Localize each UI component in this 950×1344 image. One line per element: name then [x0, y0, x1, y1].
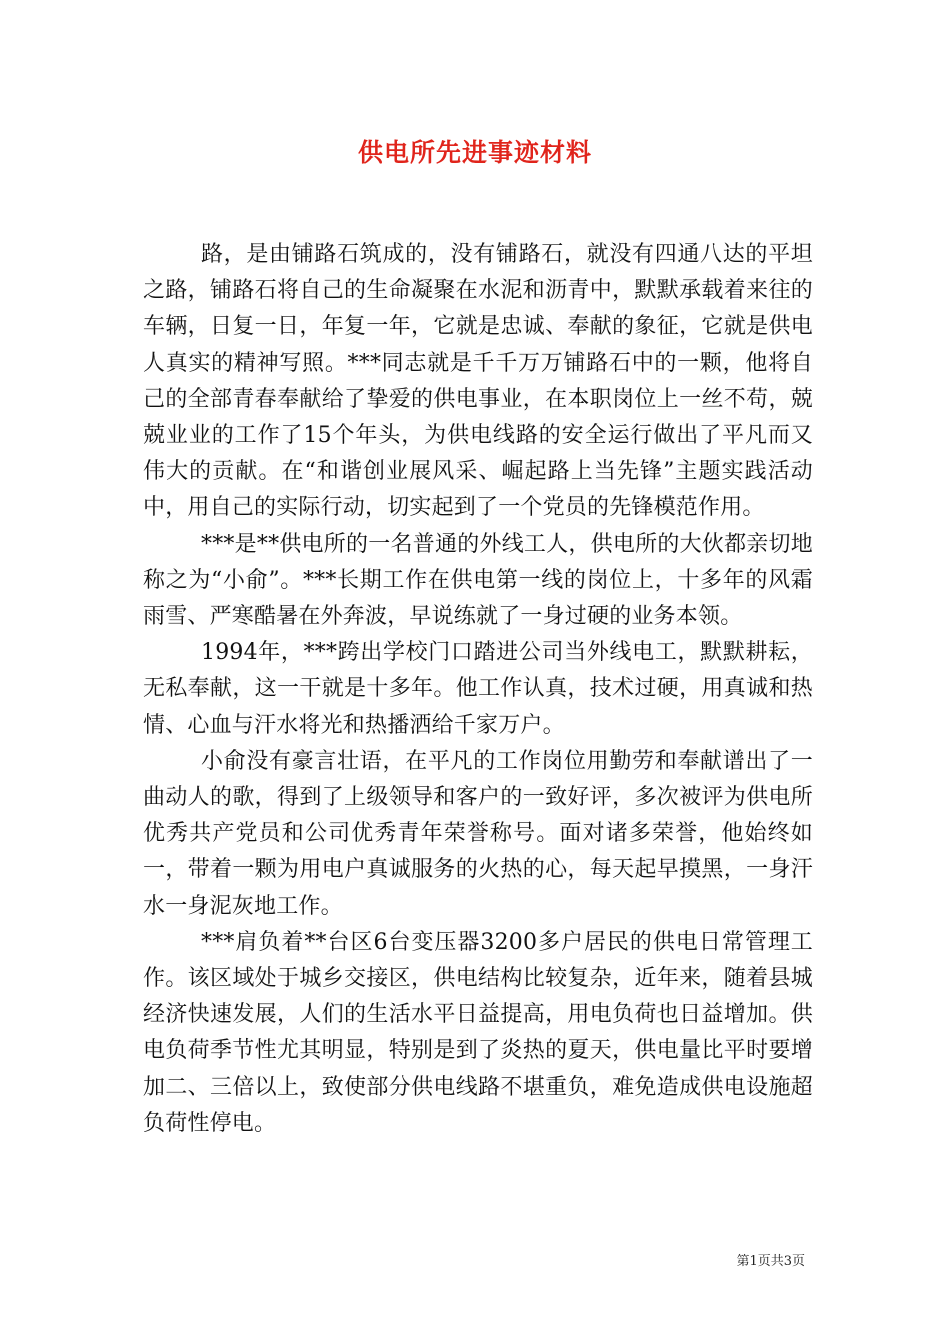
paragraph-1: 路，是由铺路石筑成的，没有铺路石，就没有四通八达的平坦之路，铺路石将自己的生命凝聚在水泥和沥青中，默默承载着来往的车辆，日复一日，年复一年，它就是忠诚、奉献的象征，它就是供电人真实的精神写照。***同志就是千千万万铺路石中的一颗，他将自己的全部青春奉献给了挚爱的供电事业，在本职岗位上一丝不苟，兢兢业业的工作了15个年头，为供电线路的安全运行做出了平凡而又伟大的贡献。在“和谐创业展风采、崛起路上当先锋”主题实践活动中，用自己的实际行动，切实起到了一个党员的先锋模范作用。: [143, 242, 813, 521]
paragraph-4: 小俞没有豪言壮语，在平凡的工作岗位用勤劳和奉献谱出了一曲动人的歌，得到了上级领导和客户的一致好评，多次被评为供电所优秀共产党员和公司优秀青年荣誉称号。面对诸多荣誉，他始终如一，带着一颗为用电户真诚服务的火热的心，每天起早摸黑，一身汗水一身泥灰地工作。: [143, 748, 813, 919]
paragraph-3: 1994年，***跨出学校门口踏进公司当外线电工，默默耕耘，无私奉献，这一干就是十多年。他工作认真，技术过硬，用真诚和热情、心血与汗水将光和热播洒给千家万户。: [143, 640, 813, 738]
page-number-footer: 第1页共3页: [736, 1254, 805, 1269]
document-title: 供电所先进事迹材料: [357, 138, 592, 167]
document-body: [143, 237, 813, 1142]
paragraph-2: ***是**供电所的一名普通的外线工人，供电所的大伙都亲切地称之为“小俞”。***长期工作在供电第一线的岗位上，十多年的风霜雨雪、严寒酷暑在外奔波，早说练就了一身过硬的业务本领。: [143, 531, 813, 630]
paragraph-5: ***肩负着**台区6台变压器3200多户居民的供电日常管理工作。该区域处于城乡交接区，供电结构比较复杂，近年来，随着县城经济快速发展，人们的生活水平日益提高，用电负荷也日益增加。供电负荷季节性尤其明显，特别是到了炎热的夏天，供电量比平时要增加二、三倍以上，致使部分供电线路不堪重负，难免造成供电设施超负荷性停电。: [143, 929, 813, 1136]
